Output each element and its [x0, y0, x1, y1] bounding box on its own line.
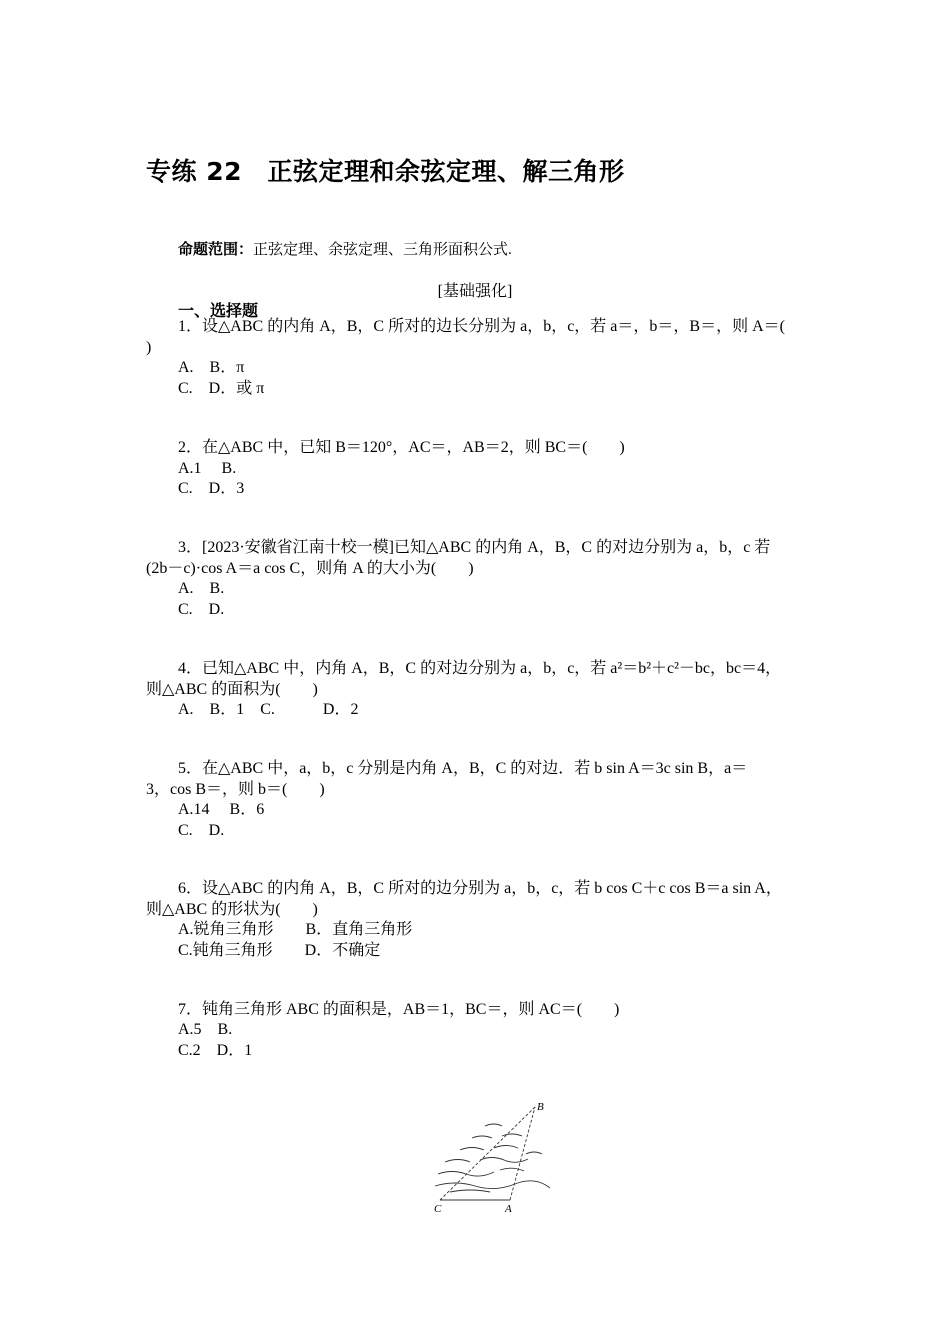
question-line: 7．钝角三角形 ABC 的面积是，AB＝1，BC＝，则 AC＝( )	[178, 1001, 620, 1018]
question-line: 3．[2023·安徽省江南十校一模]已知△ABC 的内角 A，B，C 的对边分别为 a，b，c 若	[178, 539, 771, 556]
question-line: C. D.	[178, 822, 225, 839]
question-line: (2b－c)·cos A＝a cos C，则角 A 的大小为( )	[146, 560, 474, 577]
question-line: 5．在△ABC 中，a，b，c 分别是内角 A，B，C 的对边．若 b sin A＝3c sin B，a＝	[178, 760, 748, 777]
label-c: C	[434, 1203, 442, 1215]
river-triangle-figure	[430, 1096, 560, 1221]
scope-label: 命题范围：	[178, 240, 254, 258]
triangle-diagram	[430, 1096, 560, 1216]
section-tag: [基础强化]	[437, 283, 513, 300]
question-line: 则△ABC 的面积为( )	[146, 681, 318, 698]
question-line: A. B．π	[178, 359, 245, 376]
question-line: 3，cos B＝，则 b＝( )	[146, 781, 325, 798]
question-line: )	[146, 339, 152, 356]
scope-line	[178, 238, 512, 259]
question-line: C. D.	[178, 601, 225, 618]
label-a: A	[505, 1203, 512, 1215]
label-b: B	[537, 1101, 544, 1113]
question-line: C. D．或 π	[178, 380, 265, 397]
scope-text: 正弦定理、余弦定理、三角形面积公式.	[253, 242, 512, 258]
question-line: 1．设△ABC 的内角 A，B，C 所对的边长分别为 a，b，c，若 a＝，b＝，B＝，则 A＝(	[178, 318, 785, 335]
question-line: A. B．1 C. D．2	[178, 701, 359, 718]
question-line: C.2 D．1	[178, 1042, 253, 1059]
page-title: 专练 22 正弦定理和余弦定理、解三角形	[146, 157, 625, 186]
question-line: 6．设△ABC 的内角 A，B，C 所对的边分别为 a，b，c，若 b cos C＋c cos B＝a sin A，	[178, 880, 782, 897]
question-line: A.锐角三角形 B．直角三角形	[178, 921, 413, 938]
question-line: A.5 B.	[178, 1021, 233, 1038]
question-line: 则△ABC 的形状为( )	[146, 901, 318, 918]
question-line: C.钝角三角形 D．不确定	[178, 942, 381, 959]
question-line: A.1 B.	[178, 460, 237, 477]
question-line: 4．已知△ABC 中，内角 A，B，C 的对边分别为 a，b，c，若 a²＝b²＋c²－bc，bc＝4，	[178, 660, 782, 677]
question-line: A. B.	[178, 580, 225, 597]
question-line: 2．在△ABC 中，已知 B＝120°，AC＝，AB＝2，则 BC＝( )	[178, 439, 625, 456]
question-line: C. D．3	[178, 480, 245, 497]
question-line: A.14 B．6	[178, 801, 265, 818]
section-heading: 一、选择题	[178, 301, 259, 320]
